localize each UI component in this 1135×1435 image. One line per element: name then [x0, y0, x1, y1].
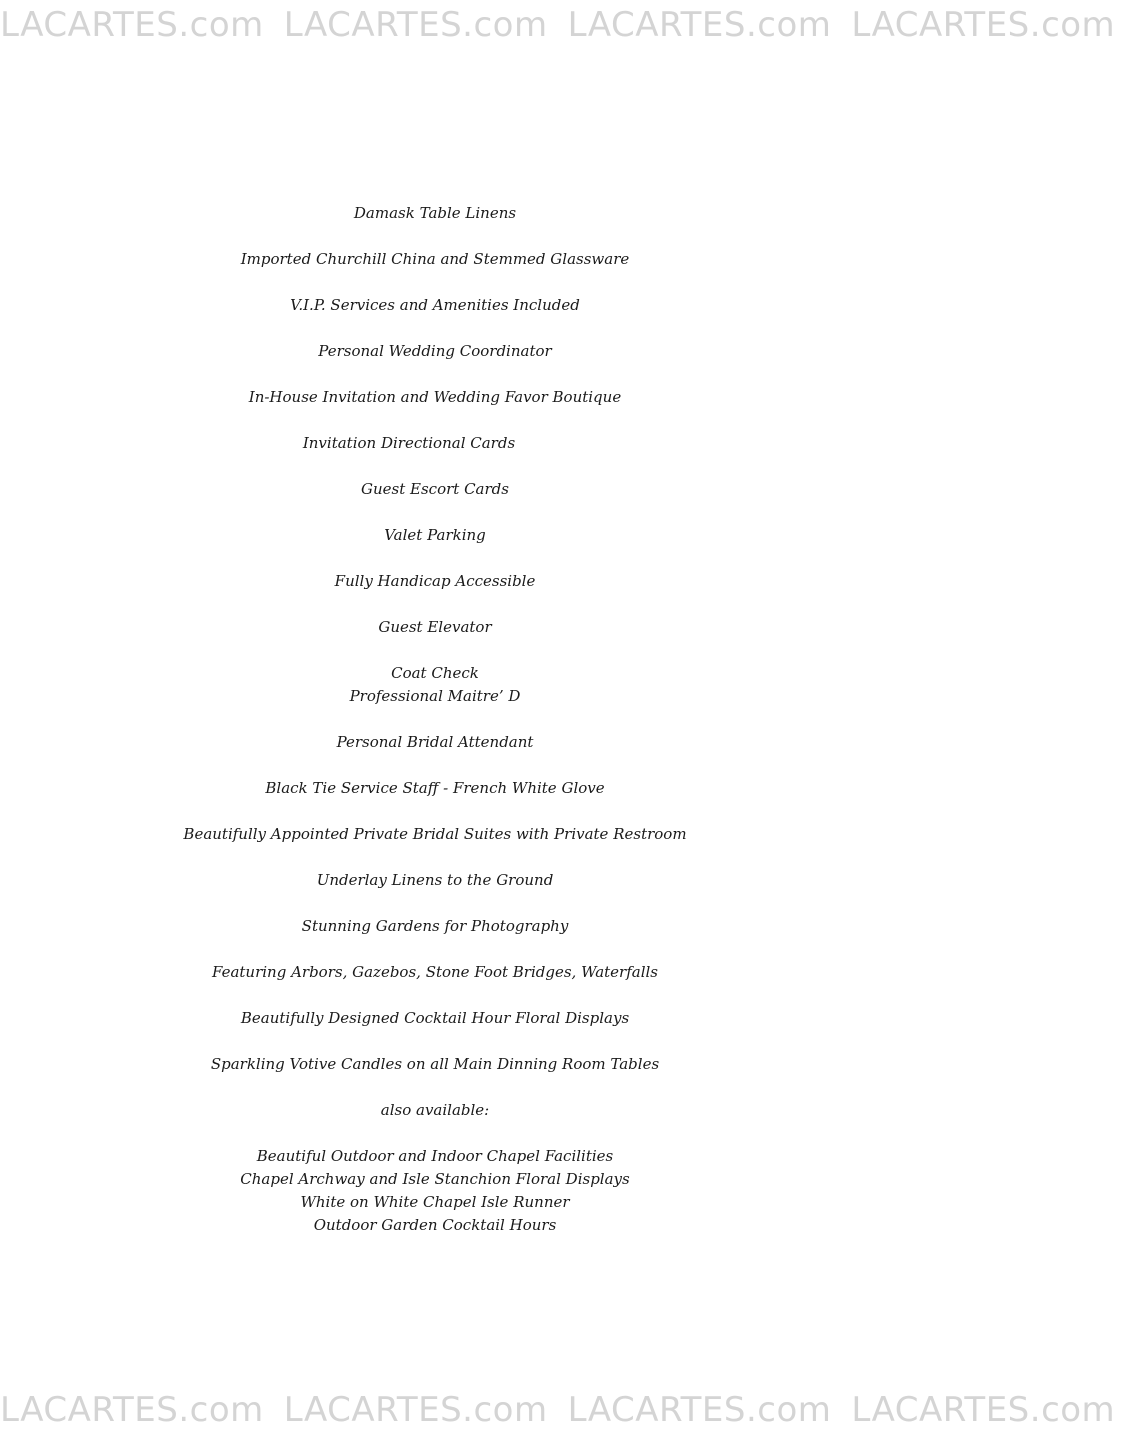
- amenity-item: Professional Maitre’ D: [349, 687, 521, 705]
- amenity-item: Invitation Directional Cards: [302, 434, 516, 452]
- amenity-item: In-House Invitation and Wedding Favor Boutique: [248, 388, 622, 406]
- also-available-item: Chapel Archway and Isle Stanchion Floral Displays: [240, 1170, 630, 1188]
- watermark-text: LACARTES.com: [851, 5, 1116, 45]
- watermark-top: [0, 0, 1116, 50]
- watermark-text: LACARTES.com: [0, 1390, 264, 1430]
- amenity-item: Fully Handicap Accessible: [334, 572, 536, 590]
- amenity-item: Featuring Arbors, Gazebos, Stone Foot Bridges, Waterfalls: [211, 963, 658, 981]
- watermark-text: LACARTES.com: [283, 1390, 548, 1430]
- watermark-text: LACARTES.com: [567, 5, 832, 45]
- amenity-item: Guest Elevator: [378, 618, 492, 636]
- watermark-text: LACARTES.com: [567, 1390, 832, 1430]
- amenity-item: Beautifully Designed Cocktail Hour Floral Displays: [240, 1009, 630, 1027]
- amenity-item: Personal Wedding Coordinator: [318, 342, 552, 360]
- amenity-item: Underlay Linens to the Ground: [316, 871, 554, 889]
- amenity-item: Imported Churchill China and Stemmed Glassware: [240, 250, 630, 268]
- amenity-item: V.I.P. Services and Amenities Included: [290, 296, 580, 314]
- also-available-item: White on White Chapel Isle Runner: [300, 1193, 570, 1211]
- amenity-item: Black Tie Service Staff - French White Glove: [265, 779, 605, 797]
- amenity-item: Valet Parking: [384, 526, 486, 544]
- amenity-item: Sparkling Votive Candles on all Main Dinning Room Tables: [210, 1055, 660, 1073]
- also-available-item: Beautiful Outdoor and Indoor Chapel Facilities: [256, 1147, 614, 1165]
- amenity-item: Stunning Gardens for Photography: [301, 917, 569, 935]
- amenity-item: Coat Check: [391, 664, 479, 682]
- also-available-heading: also available:: [380, 1101, 490, 1119]
- watermark-text: LACARTES.com: [0, 5, 264, 45]
- watermark-text: LACARTES.com: [851, 1390, 1116, 1430]
- amenity-item: Beautifully Appointed Private Bridal Suites with Private Restroom: [183, 825, 687, 843]
- amenity-item: Guest Escort Cards: [361, 480, 509, 498]
- also-available-item: Outdoor Garden Cocktail Hours: [313, 1216, 557, 1234]
- amenity-item: Personal Bridal Attendant: [336, 733, 534, 751]
- watermark-text: LACARTES.com: [283, 5, 548, 45]
- watermark-bottom: [0, 1385, 1116, 1435]
- amenity-item: Damask Table Linens: [353, 204, 517, 222]
